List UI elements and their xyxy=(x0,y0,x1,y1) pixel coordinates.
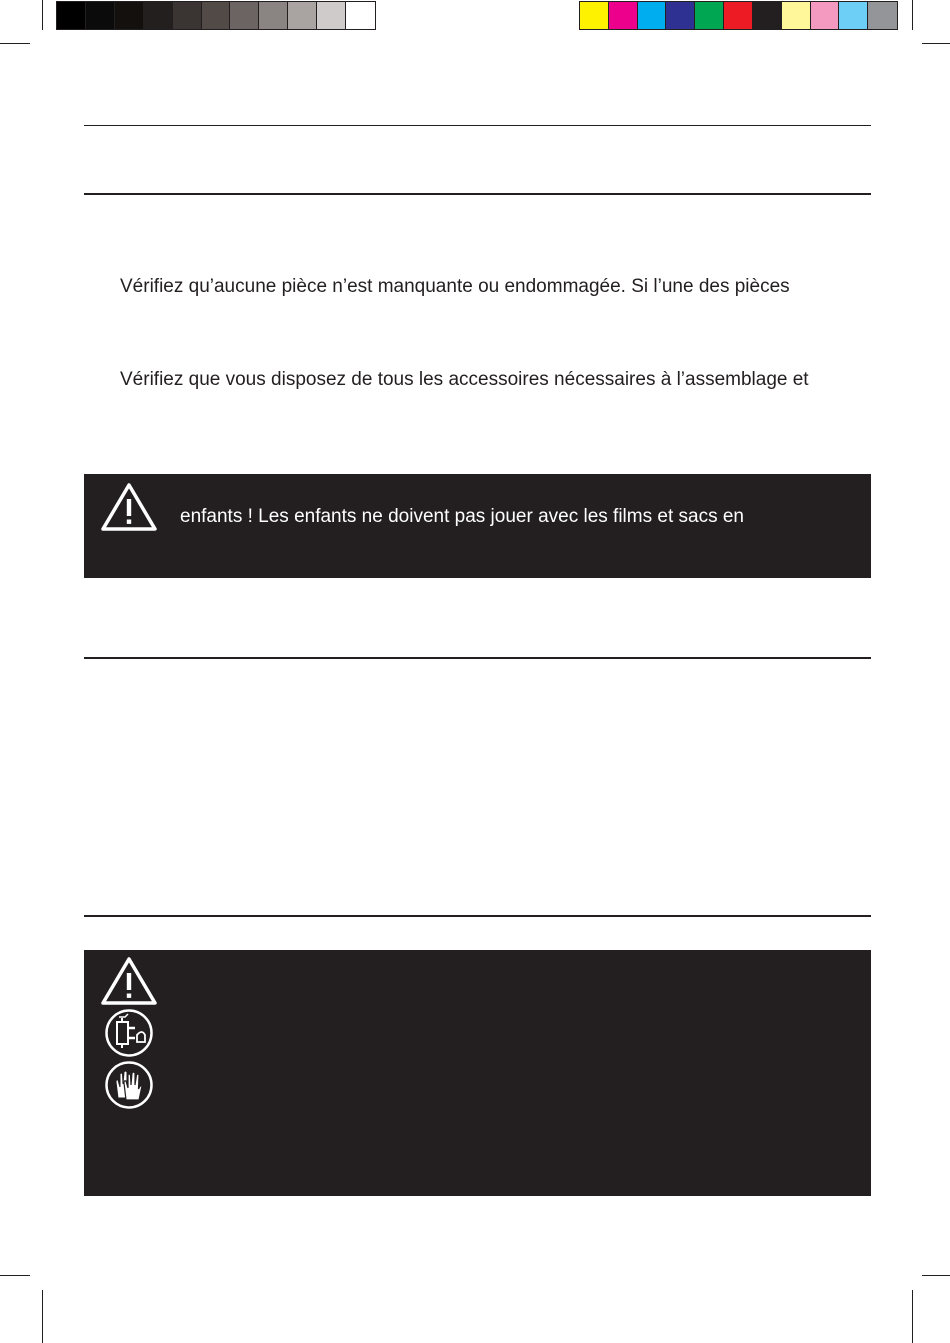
warning-triangle-icon xyxy=(100,482,158,532)
process-color-bar xyxy=(579,1,898,30)
crop-mark-bottom-right-h xyxy=(922,1275,950,1276)
process-swatch xyxy=(609,2,638,29)
safety-warning-box xyxy=(84,950,871,1196)
grayscale-swatch xyxy=(230,2,259,29)
process-swatch xyxy=(782,2,811,29)
crop-mark-top-right-h xyxy=(922,43,950,44)
warning-triangle-icon xyxy=(100,956,158,1006)
rule-section-2 xyxy=(84,657,871,659)
process-swatch xyxy=(839,2,868,29)
check-parts-text: Vérifiez qu’aucune pièce n’est manquante ou endommagée. Si l’une des pièces xyxy=(120,276,790,297)
grayscale-swatch xyxy=(259,2,288,29)
crop-mark-bottom-right-v xyxy=(912,1290,913,1343)
process-swatch xyxy=(753,2,782,29)
packaging-warning-text: enfants ! Les enfants ne doivent pas jouer avec les films et sacs en xyxy=(180,506,744,527)
crop-mark-bottom-left-h xyxy=(0,1275,30,1276)
process-swatch xyxy=(868,2,897,29)
crop-mark-top-left-h xyxy=(0,43,30,44)
grayscale-swatch xyxy=(202,2,231,29)
grayscale-swatch xyxy=(86,2,115,29)
process-swatch xyxy=(580,2,609,29)
grayscale-swatch xyxy=(57,2,86,29)
grayscale-swatch xyxy=(317,2,346,29)
grayscale-swatch xyxy=(173,2,202,29)
unplug-icon xyxy=(104,1008,154,1058)
rule-header-bottom xyxy=(84,193,871,195)
rule-section-3 xyxy=(84,915,871,917)
crop-mark-bottom-left-v xyxy=(42,1290,43,1343)
process-swatch xyxy=(695,2,724,29)
process-swatch xyxy=(811,2,840,29)
grayscale-swatch xyxy=(346,2,375,29)
process-swatch xyxy=(638,2,667,29)
grayscale-swatch xyxy=(144,2,173,29)
rule-top xyxy=(84,125,871,126)
gloves-icon xyxy=(104,1060,154,1110)
grayscale-color-bar xyxy=(56,1,376,30)
packaging-warning-box xyxy=(84,474,871,578)
process-swatch xyxy=(724,2,753,29)
crop-mark-top-right-v xyxy=(912,0,913,30)
grayscale-swatch xyxy=(115,2,144,29)
check-accessories-text: Vérifiez que vous disposez de tous les accessoires nécessaires à l’assemblage et xyxy=(120,369,809,390)
grayscale-swatch xyxy=(288,2,317,29)
process-swatch xyxy=(666,2,695,29)
crop-mark-top-left-v xyxy=(42,0,43,30)
